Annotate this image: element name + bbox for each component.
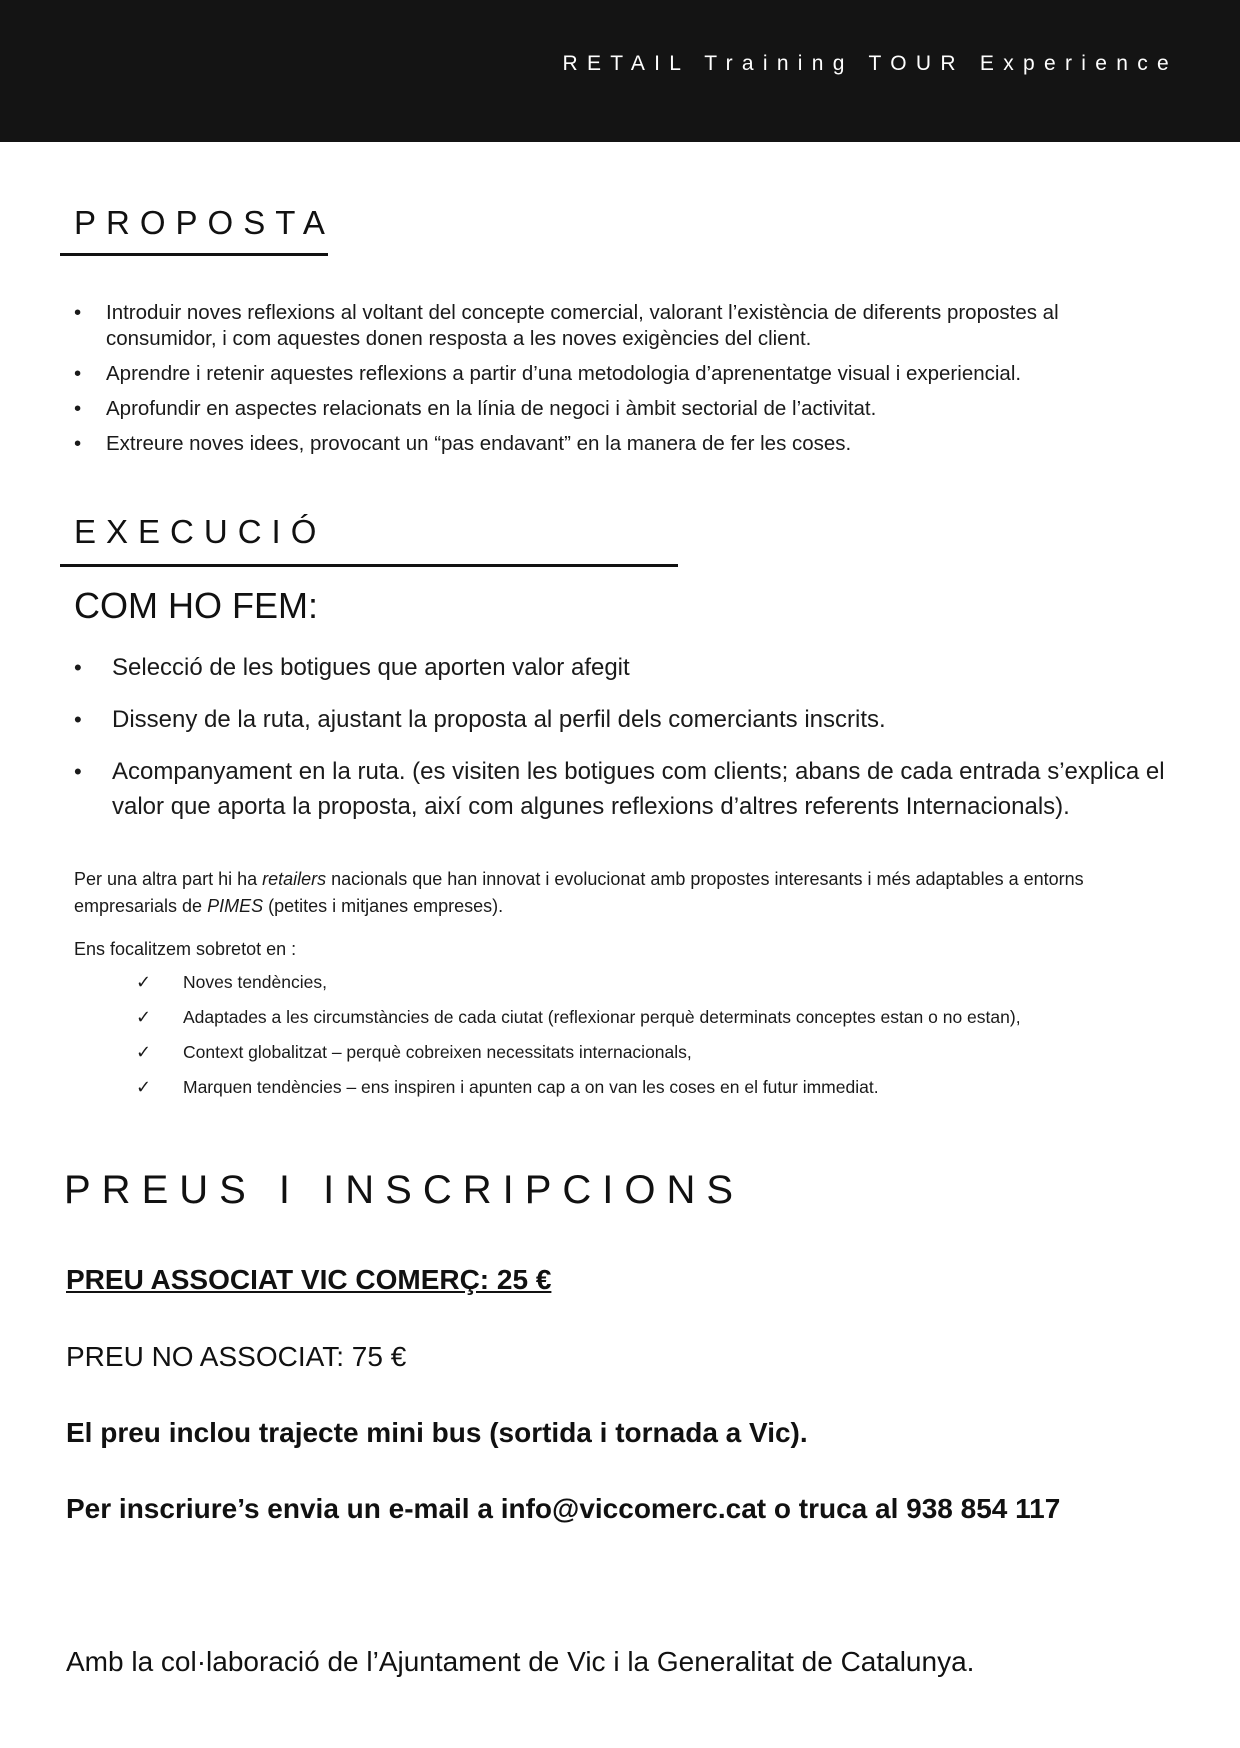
execucio-rule — [60, 564, 678, 567]
list-item — [0, 650, 1192, 685]
proposta-rule — [60, 253, 328, 256]
paragraph-text: (petites i mitjanes empreses). — [263, 896, 504, 916]
list-item-text: Aprofundir en aspectes relacionats en la línia de negoci i àmbit sectorial de l’activitat. — [106, 397, 877, 420]
list-item-text: Adaptades a les circumstàncies de cada ciutat (reflexionar perquè determinats conceptes estan o no estan), — [183, 1007, 1021, 1027]
inscripcio-info: Per inscriure’s envia un e-mail a info@viccomerc.cat o truca al 938 854 117 — [66, 1493, 1061, 1524]
list-item — [0, 754, 1192, 824]
bullet-icon: • — [74, 432, 82, 455]
preu-inclou: El preu inclou trajecte mini bus (sortida i tornada a Vic). — [66, 1417, 808, 1448]
com-ho-fem-heading: COM HO FEM: — [74, 585, 318, 626]
paragraph-italic: PIMES — [207, 896, 264, 916]
list-item-text: Noves tendències, — [183, 972, 327, 992]
header-bar — [0, 0, 1240, 142]
bullet-icon: • — [74, 759, 82, 784]
execucio-list — [0, 650, 1192, 841]
list-item-text: Disseny de la ruta, ajustant la proposta al perfil dels comerciants inscrits. — [112, 706, 886, 733]
bullet-icon: • — [74, 362, 82, 385]
collaboracio-text: Amb la col·laboració de l’Ajuntament de Vic i la Generalitat de Catalunya. — [66, 1646, 975, 1677]
list-item — [0, 970, 1183, 995]
header-title: RETAIL Training TOUR Experience — [562, 52, 1178, 75]
execucio-heading: EXECUCIÓ — [74, 513, 327, 550]
check-icon: ✓ — [136, 1077, 152, 1097]
list-item-text: Selecció de les botigues que aporten valor afegit — [112, 654, 630, 681]
list-item-text: Aprendre i retenir aquestes reflexions a partir d’una metodologia d’aprenentatge visual i experiencial. — [106, 362, 1022, 385]
paragraph-text: nacionals que han innovat i evolucionat amb propostes interesants i més adaptables a entorns empresarials de — [74, 869, 1084, 916]
list-item-text: Introduir noves reflexions al voltant del concepte comercial, valorant l’existència de diferents propostes al consumidor, i com aquestes donen resposta a les noves exigències del client. — [106, 301, 1059, 350]
list-item — [0, 1005, 1183, 1030]
preu-no-associat: PREU NO ASSOCIAT: 75 € — [66, 1341, 407, 1372]
list-item — [0, 361, 1116, 387]
list-item-text: Extreure noves idees, provocant un “pas endavant” en la manera de fer les coses. — [106, 432, 852, 455]
list-item — [0, 431, 1116, 457]
paragraph-italic: retailers — [262, 869, 327, 889]
check-icon: ✓ — [136, 972, 152, 992]
bullet-icon: • — [74, 397, 82, 420]
preus-heading: PREUS I INSCRIPCIONS — [64, 1168, 745, 1212]
list-item-text: Acompanyament en la ruta. (es visiten les botigues com clients; abans de cada entrada s’explica el valor que aporta la proposta, així com algunes reflexions d’altres referents Internacionals). — [112, 758, 1165, 820]
list-item — [0, 702, 1192, 737]
paragraph-text: Per una altra part hi ha — [74, 869, 263, 889]
list-item-text: Marquen tendències – ens inspiren i apunten cap a on van les coses en el futur immediat. — [183, 1077, 879, 1097]
preu-associat: PREU ASSOCIAT VIC COMERÇ: 25 € — [66, 1264, 552, 1295]
proposta-list — [0, 300, 1116, 466]
focus-intro: Ens focalitzem sobretot en : — [74, 939, 297, 959]
list-item — [0, 1075, 1183, 1100]
bullet-icon: • — [74, 707, 82, 732]
list-item-text: Context globalitzat – perquè cobreixen necessitats internacionals, — [183, 1042, 692, 1062]
list-item — [0, 396, 1116, 422]
bullet-icon: • — [74, 655, 82, 680]
focus-list — [0, 970, 1183, 1110]
list-item — [0, 1040, 1183, 1065]
proposta-heading: PROPOSTA — [74, 204, 335, 241]
check-icon: ✓ — [136, 1042, 152, 1062]
bullet-icon: • — [74, 301, 82, 324]
list-item — [0, 300, 1116, 352]
retailers-paragraph — [74, 866, 1154, 920]
check-icon: ✓ — [136, 1007, 152, 1027]
